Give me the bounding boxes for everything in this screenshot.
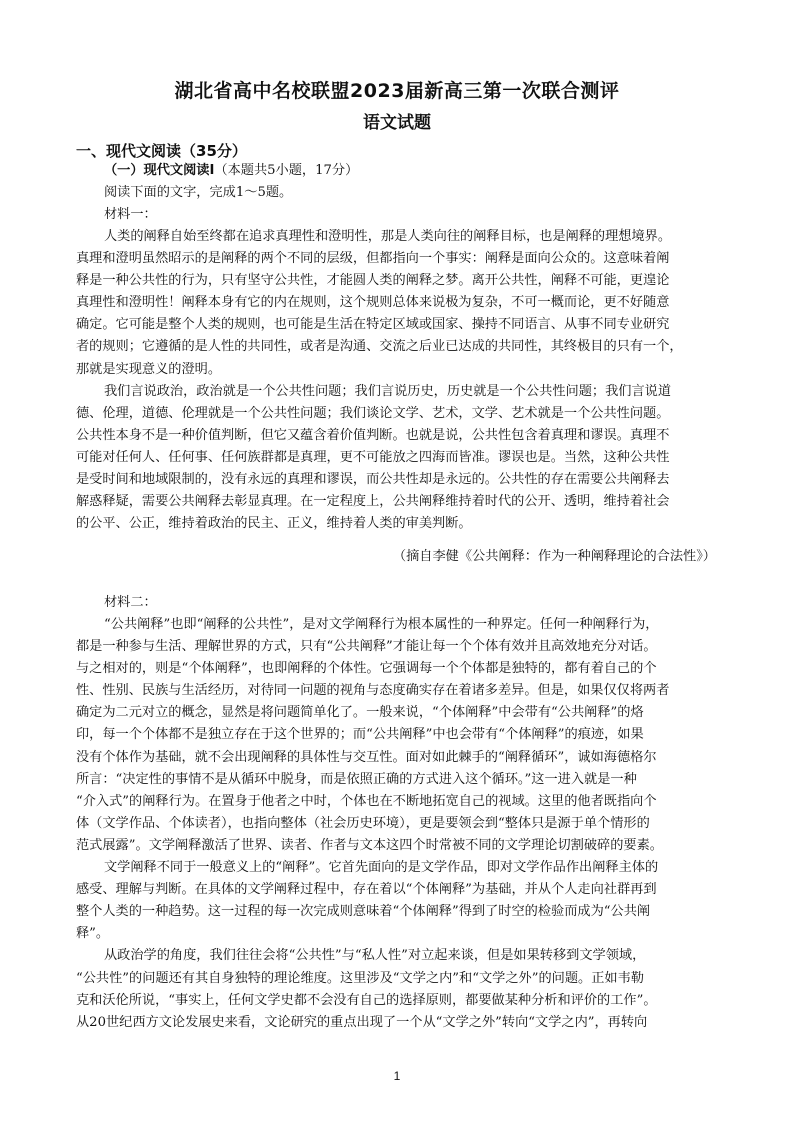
page-number: 1 — [393, 1069, 401, 1083]
text-line: 从20世纪西方文论发展史来看，文论研究的重点出现了一个从“文学之外”转向“文学之内”，再转向 — [76, 1014, 648, 1030]
text-line: 公共性本身不是一种价值判断，但它又蕴含着价值判断。也就是说，公共性包含着真理和谬误。真理不 — [76, 427, 670, 443]
text-line: “介入式”的阐释行为。在置身于他者之中时，个体也在不断地拓宽自己的视域。这里的他者既指向个 — [76, 793, 657, 809]
text-line: 与之相对的，则是“个体阐释”，也即阐释的个体性。它强调每一个个体都是独特的，都有着自己的个 — [76, 661, 657, 677]
text-line: 范式展露”。文学阐释激活了世界、读者、作者与文本这四个时常被不同的文学理论切割破碎的要素。 — [76, 837, 663, 853]
text-line: 从政治学的角度，我们往往会将“公共性”与“私人性”对立起来谈，但是如果转移到文学领域， — [104, 948, 646, 964]
text-line: 都是一种参与生活、理解世界的方式，只有“公共阐释”才能让每一个个体有效并且高效地充分对话。 — [76, 639, 657, 655]
section-intro — [76, 160, 716, 226]
text-line: 性、性别、民族与生活经历，对待同一问题的视角与态度确实存在着诸多差异。但是，如果仅仅将两者 — [76, 683, 670, 699]
material2-body — [76, 614, 716, 1034]
subsection-title: （一）现代文阅读Ⅰ — [104, 163, 215, 178]
text-line: 所言：“决定性的事情不是从循环中脱身，而是依照正确的方式进入这个循环。”这一进入就是一种 — [76, 771, 637, 787]
text-line: 德、伦理，道德、伦理就是一个公共性问题；我们谈论文学、艺术，文学、艺术就是一个公共性问题。 — [76, 405, 670, 421]
text-line: 释是一种公共性的行为，只有坚守公共性，才能圆人类的阐释之梦。离开公共性，阐释不可能，更遑论 — [76, 273, 670, 289]
material1-body — [76, 226, 716, 535]
section-heading: 一、现代文阅读（35分） — [76, 142, 247, 160]
exam-subtitle: 语文试题 — [363, 113, 431, 133]
text-line: 者的规则；它遵循的是人性的共同性，或者是沟通、交流之后业已达成的共同性，其终极目的只有一个， — [76, 339, 683, 355]
text-line: 真理性和澄明性！阐释本身有它的内在规则，这个规则总体来说极为复杂，不可一概而论，更不好随意 — [76, 295, 670, 311]
text-line: 人类的阐释自始至终都在追求真理性和澄明性，那是人类向往的阐释目标，也是阐释的理想境界。 — [104, 229, 672, 244]
instruction-text: 阅读下面的文字，完成1～5题。 — [104, 185, 293, 201]
text-line: 是受时间和地域限制的，没有永远的真理和谬误，而公共性却是永远的。公共性的存在需要公共阐释去 — [76, 472, 670, 488]
subsection-note: （本题共5小题，17分） — [214, 163, 359, 178]
material2-label: 材料二： — [104, 595, 157, 610]
material2-label-block — [76, 592, 716, 614]
text-line: 感受、理解与判断。在具体的文学阐释过程中，存在着以“个体阐释”为基础，并从个人走向社群再到 — [76, 882, 657, 898]
text-line: 那就是实现意义的澄明。 — [76, 361, 222, 377]
text-line: 没有个体作为基础，就不会出现阐释的具体性与交互性。面对如此棘手的“阐释循环”，诚如海德格尔 — [76, 749, 657, 765]
text-line: 的公平、公正，维持着政治的民主、正义，维持着人类的审美判断。 — [76, 516, 472, 532]
material1-source: （摘自李健《公共阐释：作为一种阐释理论的合法性》） — [392, 549, 716, 564]
text-line: “公共阐释”也即“阐释的公共性”，是对文学阐释行为根本属性的一种界定。任何一种阐释行为， — [104, 617, 659, 632]
text-line: 确定为二元对立的概念，显然是将问题简单化了。一般来说，“个体阐释”中会带有“公共阐释”的烙 — [76, 705, 644, 721]
text-line: 确定。它可能是整个人类的规则，也可能是生活在特定区域或国家、操持不同语言、从事不同专业研究 — [76, 317, 670, 333]
text-line: 整个人类的一种趋势。这一过程的每一次完成则意味着“个体阐释”得到了时空的检验而成为“公共阐 — [76, 904, 651, 920]
text-line: 克和沃伦所说，“事实上，任何文学史都不会没有自己的选择原则，都要做某种分析和评价的工作”。 — [76, 992, 657, 1008]
subsection-heading — [76, 160, 716, 182]
text-line: 印，每一个个体都不是独立存在于这个世界的；而“公共阐释”中也会带有“个体阐释”的痕迹，如果 — [76, 727, 644, 743]
text-line: 可能对任何人、任何事、任何族群都是真理，更不可能放之四海而皆准。谬误也是。当然，这种公共性 — [76, 449, 670, 465]
text-line: 文学阐释不同于一般意义上的“阐释”。它首先面向的是文学作品，即对文学作品作出阐释主体的 — [104, 860, 659, 876]
text-line: 解惑释疑，需要公共阐释去彰显真理。在一定程度上，公共阐释维持着时代的公开、透明，维持着社会 — [76, 494, 670, 510]
text-line: 真理和澄明虽然昭示的是阐释的两个不同的层级，但都指向一个事实：阐释是面向公众的。这意味着阐 — [76, 251, 670, 267]
text-line: 释”。 — [76, 926, 110, 942]
material1-label: 材料一： — [104, 207, 157, 223]
exam-title: 湖北省高中名校联盟2023届新高三第一次联合测评 — [174, 80, 620, 102]
text-line: “公共性”的问题还有其自身独特的理论维度。这里涉及“文学之内”和“文学之外”的问题。正如韦勒 — [76, 970, 644, 986]
text-line: 我们言说政治，政治就是一个公共性问题；我们言说历史，历史就是一个公共性问题；我们言说道 — [104, 383, 672, 399]
text-line: 体（文学作品、个体读者），也指向整体（社会历史环境），更是要领会到“整体只是源于单个情形的 — [76, 815, 650, 831]
